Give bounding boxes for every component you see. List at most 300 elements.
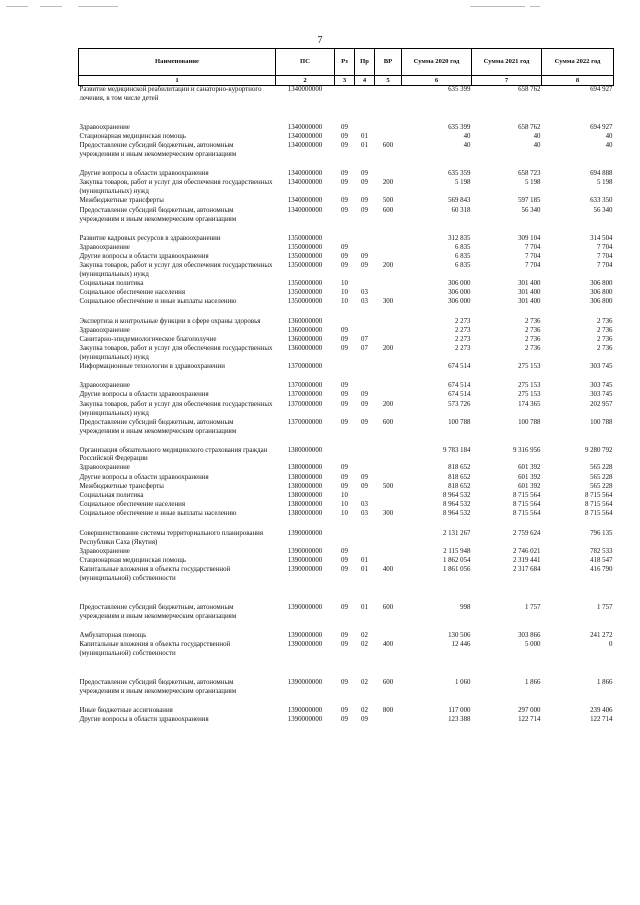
table-cell-sum-2020: 12 446 xyxy=(451,640,471,648)
table-cell-sum-2022: 782 533 xyxy=(590,547,613,555)
table-cell-rz xyxy=(335,235,355,244)
table-cell-vr xyxy=(375,363,402,372)
row-spacer-cell xyxy=(79,104,614,124)
table-cell-vr xyxy=(375,170,402,179)
table-row xyxy=(79,142,614,160)
table-row xyxy=(79,530,614,548)
table-cell-pr: 02 xyxy=(361,678,368,686)
table-row xyxy=(79,327,614,336)
table-cell-rz xyxy=(335,86,355,104)
table-cell-sum-2021: 2 736 xyxy=(524,317,541,325)
table-cell-sum-2022: 241 272 xyxy=(590,631,613,639)
table-cell-ps: 1370000000 xyxy=(287,363,323,371)
table-cell-sum-2020: 306 000 xyxy=(448,280,471,287)
table-row xyxy=(79,548,614,557)
table-cell-sum-2021: 303 866 xyxy=(518,631,541,639)
row-spacer-cell xyxy=(79,520,614,530)
table-row xyxy=(79,391,614,400)
table-cell-sum-2021: 2 319 441 xyxy=(512,556,541,564)
table-cell-sum-2020: 2 273 xyxy=(454,345,471,353)
table-cell-sum-2021: 1 866 xyxy=(524,678,541,686)
table-cell-sum-2020: 6 835 xyxy=(454,252,471,260)
table-cell-name: Развитие медицинской реабилитации и санаторно-курортного лечения, в том числе детей xyxy=(79,86,262,102)
table-cell-sum-2020: 2 131 267 xyxy=(442,529,471,537)
table-row xyxy=(79,641,614,659)
table-cell-vr xyxy=(375,235,402,244)
table-cell-pr xyxy=(355,492,375,501)
table-cell-sum-2022: 2 736 xyxy=(596,317,613,325)
table-cell-rz: 09 xyxy=(341,706,348,714)
row-spacer-cell xyxy=(79,160,614,170)
table-cell-sum-2021: 275 153 xyxy=(518,363,541,371)
table-cell-sum-2021: 601 392 xyxy=(518,473,541,481)
table-cell-ps: 1390000000 xyxy=(287,556,323,564)
table-cell-sum-2022: 2 736 xyxy=(596,345,613,353)
table-cell-rz xyxy=(335,530,355,548)
table-cell-sum-2021: 7 704 xyxy=(524,262,541,270)
table-cell-rz: 09 xyxy=(341,565,348,573)
table-cell-ps: 1340000000 xyxy=(287,86,323,93)
table-cell-name: Экспертиза и контрольные функции в сфере охраны здоровья xyxy=(79,317,261,325)
table-cell-sum-2022: 100 788 xyxy=(590,418,613,426)
budget-table xyxy=(78,48,614,725)
table-cell-pr: 07 xyxy=(361,335,368,343)
table-cell-pr xyxy=(355,86,375,104)
table-cell-sum-2021: 658 723 xyxy=(518,170,541,178)
table-cell-ps: 1380000000 xyxy=(287,492,323,499)
table-cell-pr: 09 xyxy=(361,206,368,214)
table-row xyxy=(79,474,614,483)
table-cell-sum-2022: 694 927 xyxy=(590,123,613,131)
table-cell-ps: 1380000000 xyxy=(287,473,323,481)
table-cell-sum-2022: 303 745 xyxy=(590,363,613,371)
table-cell-sum-2021: 2 736 xyxy=(524,326,541,334)
table-cell-pr: 03 xyxy=(361,501,368,509)
table-cell-sum-2022: 303 745 xyxy=(590,391,613,399)
table-cell-vr xyxy=(375,447,402,465)
table-cell-sum-2020: 40 xyxy=(463,133,471,141)
table-cell-vr xyxy=(375,464,402,473)
table-cell-vr: 800 xyxy=(382,706,394,714)
col-number: 4 xyxy=(355,76,375,86)
table-cell-sum-2022: 40 xyxy=(605,133,613,141)
table-cell-name: Другие вопросы в области здравоохранения xyxy=(79,473,209,481)
table-cell-ps: 1340000000 xyxy=(287,197,323,205)
table-cell-name: Здравоохранение xyxy=(79,382,130,390)
table-cell-vr: 200 xyxy=(382,400,394,408)
table-cell-ps: 1390000000 xyxy=(287,603,323,611)
table-cell-sum-2022: 7 704 xyxy=(596,262,613,270)
scan-artifact-line xyxy=(530,6,540,7)
table-cell-pr: 03 xyxy=(361,510,368,518)
table-cell-ps: 1360000000 xyxy=(287,326,323,334)
table-cell-sum-2021: 2 736 xyxy=(524,345,541,353)
table-row xyxy=(79,447,614,465)
table-cell-sum-2022: 1 866 xyxy=(596,678,613,686)
table-cell-ps: 1340000000 xyxy=(287,123,323,131)
table-cell-name: Социальное обеспечение населения xyxy=(79,501,186,509)
table-cell-ps: 1390000000 xyxy=(287,565,323,573)
table-cell-sum-2020: 2 115 948 xyxy=(443,547,471,555)
table-cell-sum-2022: 306 800 xyxy=(590,298,613,306)
table-cell-sum-2022: 5 198 xyxy=(596,179,613,187)
table-cell-name: Предоставление субсидий бюджетным, автономным учреждениям и иным некоммерческим организациям xyxy=(79,142,237,159)
table-cell-rz: 09 xyxy=(341,243,348,251)
table-cell-sum-2021: 56 340 xyxy=(521,206,541,214)
table-cell-name: Социальная политика xyxy=(79,280,144,287)
table-cell-name: Предоставление субсидий бюджетным, автономным учреждениям и иным некоммерческим организациям xyxy=(79,418,237,435)
table-cell-sum-2021: 275 153 xyxy=(518,382,541,390)
table-cell-pr: 09 xyxy=(361,473,368,481)
table-cell-sum-2020: 40 xyxy=(463,142,471,150)
table-cell-pr xyxy=(355,327,375,336)
table-cell-vr xyxy=(375,327,402,336)
table-cell-vr: 400 xyxy=(382,640,394,648)
table-cell-pr: 09 xyxy=(361,400,368,408)
table-cell-sum-2020: 674 514 xyxy=(448,391,471,399)
table-row xyxy=(79,133,614,142)
table-cell-sum-2021: 297 000 xyxy=(518,706,541,714)
table-cell-pr: 09 xyxy=(361,482,368,490)
table-row xyxy=(79,510,614,519)
table-cell-vr: 300 xyxy=(382,510,394,518)
table-cell-name: Социальная политика xyxy=(79,492,144,499)
table-cell-sum-2021: 1 757 xyxy=(524,603,541,611)
table-cell-name: Закупка товаров, работ и услуг для обеспечения государственных (муниципальных) нужд xyxy=(79,179,273,196)
table-cell-ps: 1370000000 xyxy=(287,400,323,408)
table-cell-sum-2022: 633 350 xyxy=(590,197,613,205)
table-cell-pr xyxy=(355,280,375,289)
table-cell-name: Развитие кадровых ресурсов в здравоохранении xyxy=(79,234,221,242)
table-cell-sum-2020: 569 843 xyxy=(448,197,471,205)
table-cell-sum-2020: 6 835 xyxy=(454,262,471,270)
table-cell-vr xyxy=(375,474,402,483)
table-cell-sum-2022: 694 927 xyxy=(590,86,613,93)
table-cell-sum-2022: 1 757 xyxy=(596,603,613,611)
table-cell-rz: 09 xyxy=(341,197,348,205)
table-cell-pr: 01 xyxy=(361,603,368,611)
table-cell-pr xyxy=(355,447,375,465)
table-cell-sum-2020: 312 835 xyxy=(448,234,471,242)
table-cell-sum-2021: 5 198 xyxy=(524,179,541,187)
scan-artifact-line xyxy=(6,6,28,7)
table-row xyxy=(79,336,614,345)
table-cell-sum-2020: 6 835 xyxy=(454,243,471,251)
table-cell-sum-2021: 8 715 564 xyxy=(512,492,541,499)
table-cell-sum-2022: 202 957 xyxy=(590,400,613,408)
scan-artifact-line xyxy=(78,6,118,7)
table-cell-name: Здравоохранение xyxy=(79,326,130,334)
table-cell-pr: 01 xyxy=(361,133,368,141)
table-cell-pr: 02 xyxy=(361,631,368,639)
table-cell-rz: 09 xyxy=(341,482,348,490)
table-cell-sum-2022: 239 406 xyxy=(590,706,613,714)
table-cell-sum-2021: 8 715 564 xyxy=(512,501,541,509)
table-cell-ps: 1380000000 xyxy=(287,501,323,509)
table-cell-sum-2021: 309 104 xyxy=(518,234,541,242)
table-cell-vr xyxy=(375,253,402,262)
table-cell-sum-2021: 2 736 xyxy=(524,335,541,343)
table-row xyxy=(79,566,614,584)
table-cell-pr: 03 xyxy=(361,298,368,306)
table-cell-ps: 1360000000 xyxy=(287,335,323,343)
table-cell-rz: 09 xyxy=(341,382,348,390)
table-cell-vr xyxy=(375,557,402,566)
table-cell-sum-2020: 306 000 xyxy=(448,289,471,297)
table-cell-name: Организация обязательного медицинского страхования граждан Российской Федерации xyxy=(79,446,268,463)
table-cell-sum-2022: 9 280 792 xyxy=(584,446,613,454)
table-cell-rz: 09 xyxy=(341,678,348,686)
table-cell-ps: 1390000000 xyxy=(287,631,323,639)
header-name: Наименование xyxy=(79,49,276,76)
table-cell-sum-2022: 122 714 xyxy=(590,716,613,723)
row-spacer xyxy=(79,160,614,170)
table-row xyxy=(79,382,614,391)
table-cell-ps: 1390000000 xyxy=(287,706,323,714)
table-cell-vr xyxy=(375,318,402,327)
table-cell-rz: 09 xyxy=(341,133,348,141)
table-cell-pr xyxy=(355,363,375,372)
table-cell-sum-2022: 565 228 xyxy=(590,482,613,490)
table-cell-sum-2021: 601 392 xyxy=(518,482,541,490)
table-cell-name: Закупка товаров, работ и услуг для обеспечения государственных (муниципальных) нужд xyxy=(79,400,273,417)
table-cell-pr: 01 xyxy=(361,565,368,573)
row-spacer xyxy=(79,104,614,124)
table-cell-rz xyxy=(335,447,355,465)
table-cell-vr: 300 xyxy=(382,298,394,306)
col-number: 7 xyxy=(472,76,542,86)
table-cell-sum-2020: 2 273 xyxy=(454,317,471,325)
table-row xyxy=(79,679,614,697)
header-rz: Рз xyxy=(335,49,355,76)
table-cell-sum-2020: 1 862 054 xyxy=(442,556,471,564)
table-cell-rz xyxy=(335,318,355,327)
table-cell-rz: 09 xyxy=(341,123,348,131)
table-cell-sum-2022: 694 888 xyxy=(590,170,613,178)
table-cell-rz: 09 xyxy=(341,391,348,399)
table-cell-vr: 500 xyxy=(382,482,394,490)
table-cell-name: Санитарно-эпидемиологическое благополучие xyxy=(79,335,217,343)
table-cell-sum-2020: 818 652 xyxy=(448,482,471,490)
table-cell-name: Другие вопросы в области здравоохранения xyxy=(79,391,209,399)
table-row xyxy=(79,253,614,262)
table-cell-rz: 09 xyxy=(341,335,348,343)
table-cell-pr xyxy=(355,530,375,548)
header-ps: ПС xyxy=(276,49,335,76)
table-cell-ps: 1390000000 xyxy=(287,529,323,537)
table-cell-sum-2020: 635 359 xyxy=(448,170,471,178)
table-cell-sum-2021: 174 365 xyxy=(518,400,541,408)
table-cell-pr: 01 xyxy=(361,556,368,564)
table-cell-sum-2020: 818 652 xyxy=(448,464,471,472)
table-cell-sum-2020: 573 726 xyxy=(448,400,471,408)
row-spacer-cell xyxy=(79,622,614,632)
table-cell-sum-2022: 2 736 xyxy=(596,335,613,343)
table-cell-sum-2020: 5 198 xyxy=(454,179,471,187)
table-cell-vr: 600 xyxy=(382,206,394,214)
col-number: 1 xyxy=(79,76,276,86)
table-cell-sum-2022: 565 228 xyxy=(590,464,613,472)
table-cell-rz: 09 xyxy=(341,252,348,260)
table-cell-ps: 1350000000 xyxy=(287,262,323,270)
table-cell-name: Другие вопросы в области здравоохранения xyxy=(79,716,209,723)
table-cell-sum-2020: 818 652 xyxy=(448,473,471,481)
table-cell-rz: 09 xyxy=(341,418,348,426)
table-row xyxy=(79,197,614,206)
table-cell-ps: 1390000000 xyxy=(287,640,323,648)
table-cell-sum-2020: 998 xyxy=(460,603,471,611)
table-cell-name: Здравоохранение xyxy=(79,123,130,131)
header-vr: ВР xyxy=(375,49,402,76)
header-sum-2022: Сумма 2022 год xyxy=(542,49,614,76)
table-row xyxy=(79,419,614,437)
table-cell-rz: 09 xyxy=(341,170,348,178)
row-spacer-cell xyxy=(79,584,614,604)
table-cell-vr: 200 xyxy=(382,345,394,353)
row-spacer xyxy=(79,437,614,447)
table-cell-sum-2021: 9 316 956 xyxy=(512,446,541,454)
table-cell-rz: 09 xyxy=(341,603,348,611)
scan-artifact-line xyxy=(470,6,525,7)
table-cell-ps: 1370000000 xyxy=(287,418,323,426)
table-cell-pr xyxy=(355,318,375,327)
table-cell-pr: 09 xyxy=(361,197,368,205)
table-cell-sum-2021: 7 704 xyxy=(524,243,541,251)
table-cell-name: Здравоохранение xyxy=(79,243,130,251)
table-cell-ps: 1390000000 xyxy=(287,678,323,686)
table-cell-vr xyxy=(375,501,402,510)
table-cell-vr xyxy=(375,336,402,345)
table-cell-sum-2022: 0 xyxy=(609,640,613,648)
row-spacer-cell xyxy=(79,697,614,707)
table-cell-vr xyxy=(375,382,402,391)
table-cell-sum-2021: 8 715 564 xyxy=(512,510,541,518)
col-number: 6 xyxy=(402,76,472,86)
table-cell-rz: 09 xyxy=(341,179,348,187)
table-cell-sum-2021: 7 704 xyxy=(524,252,541,260)
table-cell-name: Предоставление субсидий бюджетным, автономным учреждениям и иным некоммерческим организациям xyxy=(79,206,237,223)
table-row xyxy=(79,501,614,510)
table-cell-sum-2022: 418 547 xyxy=(590,556,613,564)
table-cell-sum-2022: 306 800 xyxy=(590,289,613,297)
table-cell-pr: 02 xyxy=(361,640,368,648)
table-cell-name: Капитальные вложения в объекты государственной (муниципальной) собственности xyxy=(79,640,231,657)
table-cell-sum-2020: 60 318 xyxy=(451,206,471,214)
table-cell-rz: 09 xyxy=(341,640,348,648)
table-cell-sum-2022: 306 800 xyxy=(590,280,613,287)
table-row xyxy=(79,483,614,492)
table-cell-ps: 1390000000 xyxy=(287,547,323,555)
table-cell-name: Капитальные вложения в объекты государственной (муниципальной) собственности xyxy=(79,565,231,582)
table-cell-sum-2021: 601 392 xyxy=(518,464,541,472)
table-cell-sum-2021: 2 759 624 xyxy=(512,529,541,537)
table-cell-vr xyxy=(375,530,402,548)
table-cell-ps: 1340000000 xyxy=(287,179,323,187)
row-spacer-cell xyxy=(79,225,614,235)
table-row xyxy=(79,86,614,104)
table-cell-vr xyxy=(375,133,402,142)
table-cell-ps: 1350000000 xyxy=(287,280,323,287)
table-cell-vr: 600 xyxy=(382,142,394,150)
table-cell-vr: 600 xyxy=(382,678,394,686)
table-cell-ps: 1340000000 xyxy=(287,142,323,150)
table-row xyxy=(79,345,614,363)
table-cell-ps: 1350000000 xyxy=(287,289,323,297)
table-cell-ps: 1390000000 xyxy=(287,716,323,723)
table-cell-pr xyxy=(355,464,375,473)
table-cell-ps: 1380000000 xyxy=(287,446,323,454)
table-cell-vr xyxy=(375,716,402,725)
table-cell-name: Стационарная медицинская помощь xyxy=(79,556,186,564)
table-row xyxy=(79,179,614,197)
table-cell-sum-2021: 658 762 xyxy=(518,86,541,93)
table-cell-sum-2022: 2 736 xyxy=(596,326,613,334)
table-row xyxy=(79,707,614,716)
table-cell-vr xyxy=(375,280,402,289)
row-spacer xyxy=(79,308,614,318)
table-cell-sum-2020: 117 000 xyxy=(448,706,471,714)
row-spacer-cell xyxy=(79,372,614,382)
table-cell-name: Здравоохранение xyxy=(79,464,130,472)
table-cell-vr xyxy=(375,289,402,298)
table-cell-sum-2021: 301 400 xyxy=(518,289,541,297)
table-cell-ps: 1380000000 xyxy=(287,482,323,490)
table-body xyxy=(79,86,614,726)
table-cell-vr xyxy=(375,124,402,133)
table-cell-pr: 09 xyxy=(361,262,368,270)
table-cell-pr xyxy=(355,548,375,557)
table-cell-ps: 1360000000 xyxy=(287,317,323,325)
table-cell-sum-2022: 7 704 xyxy=(596,252,613,260)
table-cell-ps: 1380000000 xyxy=(287,510,323,518)
header-pr: Пр xyxy=(355,49,375,76)
table-cell-sum-2022: 565 228 xyxy=(590,473,613,481)
table-cell-sum-2022: 8 715 564 xyxy=(584,501,613,509)
table-cell-sum-2021: 275 153 xyxy=(518,391,541,399)
row-spacer xyxy=(79,225,614,235)
table-cell-pr: 09 xyxy=(361,179,368,187)
table-cell-rz: 09 xyxy=(341,345,348,353)
table-cell-ps: 1340000000 xyxy=(287,133,323,141)
header-sum-2021: Сумма 2021 год xyxy=(472,49,542,76)
table-cell-sum-2022: 7 704 xyxy=(596,243,613,251)
table-cell-sum-2020: 123 388 xyxy=(448,716,471,723)
table-cell-ps: 1340000000 xyxy=(287,170,323,178)
table-cell-sum-2020: 2 273 xyxy=(454,326,471,334)
col-number: 8 xyxy=(542,76,614,86)
table-cell-name: Стационарная медицинская помощь xyxy=(79,133,186,141)
table-cell-ps: 1370000000 xyxy=(287,382,323,390)
table-cell-pr: 09 xyxy=(361,252,368,260)
table-cell-sum-2020: 1 861 056 xyxy=(442,565,471,573)
table-cell-sum-2021: 122 714 xyxy=(518,716,541,723)
table-cell-ps: 1370000000 xyxy=(287,391,323,399)
row-spacer-cell xyxy=(79,437,614,447)
table-row xyxy=(79,235,614,244)
table-row xyxy=(79,716,614,725)
row-spacer xyxy=(79,697,614,707)
scan-artifact-line xyxy=(40,6,62,7)
table-cell-name: Совершенствование системы территориального планирования Республики Саха (Якутия) xyxy=(79,529,264,546)
table-cell-sum-2021: 40 xyxy=(533,133,541,141)
table-cell-ps: 1380000000 xyxy=(287,464,323,472)
table-cell-sum-2021: 658 762 xyxy=(518,123,541,131)
table-cell-name: Межбюджетные трансферты xyxy=(79,197,164,205)
table-cell-vr: 200 xyxy=(382,179,394,187)
table-cell-rz: 09 xyxy=(341,262,348,270)
table-cell-sum-2022: 40 xyxy=(605,142,613,150)
table-cell-sum-2022: 796 135 xyxy=(590,529,613,537)
